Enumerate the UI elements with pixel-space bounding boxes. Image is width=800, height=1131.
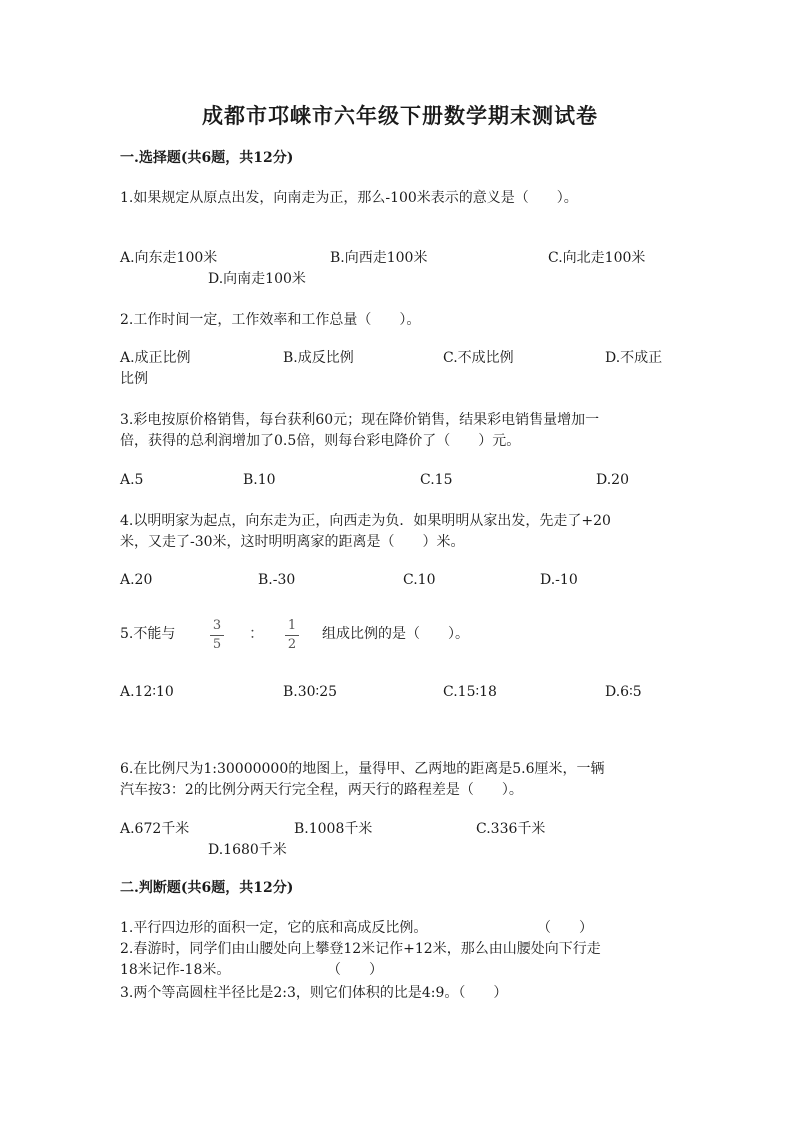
judgement-1-blank: （ ） [537,920,593,936]
judgement-2-line2: 18米记作-18米。 [120,962,231,978]
question-5-option-d: D.6∶5 [605,684,642,700]
question-6-option-c: C.336千米 [476,821,546,837]
fraction-denominator: 2 [287,637,297,652]
question-1-stem: 1.如果规定从原点出发，向南走为正，那么-100米表示的意义是（ ）。 [120,190,578,206]
question-5-option-a: A.12∶10 [120,684,174,700]
question-5-option-b: B.30∶25 [283,684,338,700]
question-2-option-c: C.不成比例 [443,350,514,366]
question-3-option-b: B.10 [243,472,276,488]
question-3-stem-line2: 倍，获得的总利润增加了0.5倍，则每台彩电降价了（ ）元。 [120,433,521,449]
question-3-option-d: D.20 [596,472,629,488]
question-1-option-a: A.向东走100米 [120,250,218,266]
question-5-suffix: 组成比例的是（ ）。 [322,626,469,642]
question-6-stem-line2: 汽车按3：2的比例分两天行完全程，两天行的路程差是（ ）。 [120,782,523,798]
question-4-option-a: A.20 [120,572,153,588]
question-5-prefix: 5.不能与 [120,626,176,642]
question-4-option-c: C.10 [403,572,436,588]
fraction-denominator: 5 [212,637,222,652]
question-6-stem-line1: 6.在比例尺为1:30000000的地图上，量得甲、乙两地的距离是5.6厘米，一辆 [120,761,605,777]
question-4-option-b: B.-30 [258,572,296,588]
question-5-option-c: C.15∶18 [443,684,497,700]
question-2-option-b: B.成反比例 [283,350,354,366]
question-4-stem-line2: 米，又走了-30米，这时明明离家的距离是（ ）米。 [120,534,465,550]
question-3-option-c: C.15 [420,472,453,488]
question-1-option-d: D.向南走100米 [208,271,306,287]
question-4-stem-line1: 4.以明明家为起点，向东走为正，向西走为负．如果明明从家出发，先走了+20 [120,513,611,529]
judgement-1: 1.平行四边形的面积一定，它的底和高成反比例。 [120,920,428,936]
question-6-option-d: D.1680千米 [208,842,287,858]
fraction-numerator: 3 [212,618,222,633]
question-2-option-d-cont: 比例 [120,371,148,387]
question-4-option-d: D.-10 [540,572,578,588]
fraction-three-fifths [207,618,227,653]
question-2-option-d: D.不成正 [605,350,663,366]
fraction-one-half [282,618,302,653]
question-1-option-b: B.向西走100米 [330,250,428,266]
question-6-option-a: A.672千米 [120,821,190,837]
page-title: 成都市邛崃市六年级下册数学期末测试卷 [202,103,598,128]
fraction-numerator: 1 [287,618,297,633]
question-2-option-a: A.成正比例 [120,350,191,366]
question-1-option-c: C.向北走100米 [548,250,646,266]
question-2-stem: 2.工作时间一定，工作效率和工作总量（ ）。 [120,312,421,328]
judgement-3: 3.两个等高圆柱半径比是2:3，则它们体积的比是4:9。（ ） [120,985,508,1001]
section-heading-choice: 一.选择题(共6题，共12分) [120,150,294,166]
judgement-2-line1: 2.春游时，同学们由山腰处向上攀登12米记作+12米，那么由山腰处向下行走 [120,941,601,957]
question-3-option-a: A.5 [120,472,144,488]
section-heading-judgement: 二.判断题(共6题，共12分) [120,880,294,896]
judgement-2-blank: （ ） [327,962,383,978]
ratio-colon: ： [249,624,265,642]
question-6-option-b: B.1008千米 [294,821,373,837]
question-3-stem-line1: 3.彩电按原价格销售，每台获利60元；现在降价销售，结果彩电销售量增加一 [120,412,600,428]
